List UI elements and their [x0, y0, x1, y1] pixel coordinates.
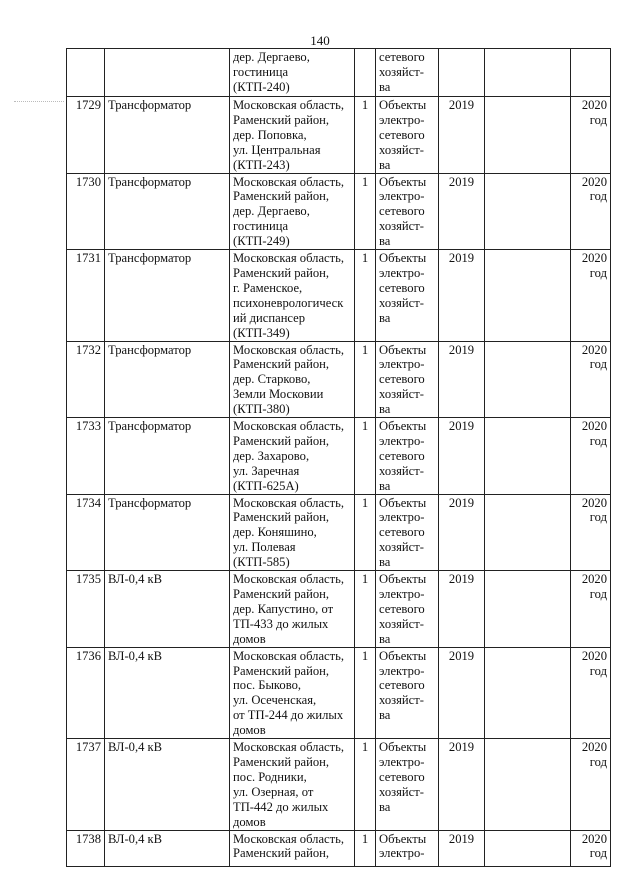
cell-year: 2019 — [439, 571, 485, 648]
cell-purpose: Объекты электро- сетевого хозяйст- ва — [376, 647, 439, 738]
cell-extra — [485, 418, 571, 495]
table-row — [67, 49, 611, 97]
cell-extra — [485, 49, 571, 97]
cell-extra — [485, 571, 571, 648]
cell-period: 2020 год — [571, 418, 611, 495]
cell-name: Трансформатор — [105, 97, 230, 174]
cell-name: ВЛ-0,4 кВ — [105, 571, 230, 648]
cell-address: Московская область, Раменский район, г. Раменское, психоневрологическ ий диспансер (КТП-349) — [230, 250, 355, 341]
table-row — [67, 97, 611, 174]
cell-purpose: Объекты электро- сетевого хозяйст- ва — [376, 97, 439, 174]
cell-extra — [485, 494, 571, 571]
cell-quantity: 1 — [355, 571, 376, 648]
cell-quantity: 1 — [355, 830, 376, 866]
cell-extra — [485, 173, 571, 250]
cell-quantity: 1 — [355, 494, 376, 571]
cell-period: 2020 год — [571, 830, 611, 866]
cell-address: Московская область, Раменский район, пос. Родники, ул. Озерная, от ТП-442 до жилых домов — [230, 739, 355, 830]
cell-name: ВЛ-0,4 кВ — [105, 739, 230, 830]
cell-address: Московская область, Раменский район, дер. Поповка, ул. Центральная (КТП-243) — [230, 97, 355, 174]
cell-address: Московская область, Раменский район, дер. Дергаево, гостиница (КТП-249) — [230, 173, 355, 250]
table-row — [67, 739, 611, 830]
cell-extra — [485, 341, 571, 418]
cell-number: 1737 — [67, 739, 105, 830]
cell-year: 2019 — [439, 341, 485, 418]
cell-quantity: 1 — [355, 250, 376, 341]
cell-purpose: Объекты электро- сетевого хозяйст- ва — [376, 173, 439, 250]
cell-purpose: Объекты электро- сетевого хозяйст- ва — [376, 739, 439, 830]
table-row — [67, 494, 611, 571]
cell-name: Трансформатор — [105, 173, 230, 250]
table-row — [67, 571, 611, 648]
cell-name: ВЛ-0,4 кВ — [105, 647, 230, 738]
cell-name — [105, 49, 230, 97]
cell-year: 2019 — [439, 418, 485, 495]
cell-address: Московская область, Раменский район, дер. Захарово, ул. Заречная (КТП-625А) — [230, 418, 355, 495]
cell-quantity: 1 — [355, 341, 376, 418]
table-row — [67, 418, 611, 495]
table-body — [67, 49, 611, 867]
cell-year: 2019 — [439, 97, 485, 174]
cell-address: Московская область, Раменский район, пос. Быково, ул. Осеченская, от ТП-244 до жилых домов — [230, 647, 355, 738]
cell-quantity: 1 — [355, 173, 376, 250]
cell-name: Трансформатор — [105, 250, 230, 341]
cell-extra — [485, 830, 571, 866]
cell-quantity — [355, 49, 376, 97]
cell-name: Трансформатор — [105, 494, 230, 571]
table-row — [67, 647, 611, 738]
table-row — [67, 250, 611, 341]
cell-address: Московская область, Раменский район, — [230, 830, 355, 866]
cell-period: 2020 год — [571, 173, 611, 250]
cell-name: Трансформатор — [105, 418, 230, 495]
cell-purpose: Объекты электро- сетевого хозяйст- ва — [376, 341, 439, 418]
cell-number: 1736 — [67, 647, 105, 738]
cell-address: Московская область, Раменский район, дер. Капустино, от ТП-433 до жилых домов — [230, 571, 355, 648]
cell-address: Московская область, Раменский район, дер. Старково, Земли Московии (КТП-380) — [230, 341, 355, 418]
registry-table — [66, 48, 611, 867]
cell-period: 2020 год — [571, 97, 611, 174]
cell-purpose: сетевого хозяйст- ва — [376, 49, 439, 97]
cell-purpose: Объекты электро- сетевого хозяйст- ва — [376, 571, 439, 648]
cell-name: Трансформатор — [105, 341, 230, 418]
cell-period: 2020 год — [571, 647, 611, 738]
cell-extra — [485, 739, 571, 830]
table-row — [67, 173, 611, 250]
table-row — [67, 341, 611, 418]
cell-purpose: Объекты электро- сетевого хозяйст- ва — [376, 418, 439, 495]
cell-name: ВЛ-0,4 кВ — [105, 830, 230, 866]
cell-number: 1735 — [67, 571, 105, 648]
cell-number: 1730 — [67, 173, 105, 250]
cell-period — [571, 49, 611, 97]
cell-number: 1732 — [67, 341, 105, 418]
cell-number: 1738 — [67, 830, 105, 866]
table-row — [67, 830, 611, 866]
cell-address: Московская область, Раменский район, дер. Коняшино, ул. Полевая (КТП-585) — [230, 494, 355, 571]
cell-number: 1734 — [67, 494, 105, 571]
cell-year — [439, 49, 485, 97]
cell-number: 1729 — [67, 97, 105, 174]
scan-artifact — [14, 101, 64, 104]
cell-quantity: 1 — [355, 418, 376, 495]
cell-purpose: Объекты электро- — [376, 830, 439, 866]
cell-period: 2020 год — [571, 494, 611, 571]
cell-extra — [485, 250, 571, 341]
cell-year: 2019 — [439, 739, 485, 830]
cell-period: 2020 год — [571, 341, 611, 418]
cell-purpose: Объекты электро- сетевого хозяйст- ва — [376, 250, 439, 341]
cell-number — [67, 49, 105, 97]
cell-number: 1731 — [67, 250, 105, 341]
cell-period: 2020 год — [571, 571, 611, 648]
cell-extra — [485, 97, 571, 174]
cell-year: 2019 — [439, 830, 485, 866]
cell-year: 2019 — [439, 494, 485, 571]
cell-purpose: Объекты электро- сетевого хозяйст- ва — [376, 494, 439, 571]
cell-quantity: 1 — [355, 647, 376, 738]
cell-period: 2020 год — [571, 250, 611, 341]
cell-quantity: 1 — [355, 739, 376, 830]
cell-number: 1733 — [67, 418, 105, 495]
cell-period: 2020 год — [571, 739, 611, 830]
page-number: 140 — [310, 33, 330, 48]
cell-year: 2019 — [439, 250, 485, 341]
cell-extra — [485, 647, 571, 738]
cell-year: 2019 — [439, 647, 485, 738]
cell-year: 2019 — [439, 173, 485, 250]
cell-quantity: 1 — [355, 97, 376, 174]
cell-address: дер. Дергаево, гостиница (КТП-240) — [230, 49, 355, 97]
